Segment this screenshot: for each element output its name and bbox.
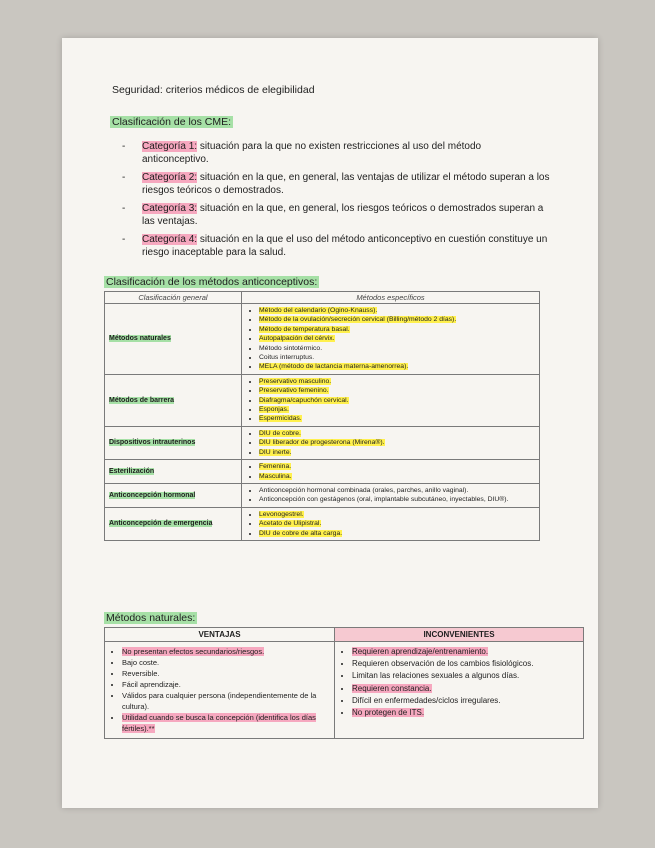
classification-cell bbox=[105, 374, 242, 426]
method-item: • Coitus interruptus. bbox=[259, 353, 535, 362]
table-row bbox=[105, 426, 540, 459]
list-item bbox=[120, 202, 550, 228]
method-item: • Diafragma/capuchón cervical. bbox=[259, 396, 535, 405]
list-item bbox=[120, 233, 550, 259]
method-item: • Método del calendario (Ogino-Knauss). bbox=[259, 306, 535, 315]
column-header-specific: Métodos específicos bbox=[242, 292, 540, 304]
con-item: • Requieren aprendizaje/entrenamiento. bbox=[352, 646, 577, 658]
method-item: • Levonogestrel. bbox=[259, 510, 535, 519]
pros-cons-table bbox=[104, 627, 584, 739]
method-item: • Método de temperatura basal. bbox=[259, 325, 535, 334]
list-item bbox=[120, 140, 550, 166]
column-header-general: Clasificación general bbox=[105, 292, 242, 304]
table-row bbox=[105, 507, 540, 540]
classification-name: Anticoncepción hormonal bbox=[109, 491, 196, 499]
document-page bbox=[62, 38, 598, 808]
methods-table bbox=[104, 291, 540, 541]
list-item bbox=[120, 171, 550, 197]
method-item: • DIU liberador de progesterona (Mirena®). bbox=[259, 438, 535, 447]
method-item: • Método sintotérmico. bbox=[259, 344, 535, 353]
methods-cell bbox=[242, 460, 540, 484]
methods-cell bbox=[242, 426, 540, 459]
table-header-row bbox=[105, 628, 584, 642]
classification-cell bbox=[105, 426, 242, 459]
table-row bbox=[105, 642, 584, 739]
column-header-pros: VENTAJAS bbox=[105, 628, 335, 642]
method-item: • DIU de cobre. bbox=[259, 429, 535, 438]
pro-item: • Válidos para cualquier persona (independientemente de la cultura). bbox=[122, 690, 328, 712]
method-item: • MELA (método de lactancia materna-amenorrea). bbox=[259, 362, 535, 371]
con-item: • Requieren observación de los cambios fisiológicos. bbox=[352, 658, 577, 670]
method-item: • Anticoncepción hormonal combinada (orales, parches, anillo vaginal). bbox=[259, 486, 535, 495]
category-description: situación en la que, en general, las ventajas de utilizar el método superan a los riesgos teóricos o demostrados. bbox=[142, 172, 550, 196]
category-description: situación en la que, en general, los riesgos teóricos o demostrados superan a las ventajas. bbox=[142, 203, 544, 227]
method-item: • Método de la ovulación/secreción cervical (Billing/método 2 días). bbox=[259, 315, 535, 324]
method-item: • Femenina. bbox=[259, 462, 535, 471]
page-title: Seguridad: criterios médicos de elegibilidad bbox=[112, 84, 315, 96]
classification-cell bbox=[105, 507, 242, 540]
table-row bbox=[105, 460, 540, 484]
table-row bbox=[105, 304, 540, 375]
classification-name: Esterilización bbox=[109, 468, 155, 475]
method-item: • Preservativo femenino. bbox=[259, 386, 535, 395]
category-label: Categoría 3: bbox=[142, 203, 198, 214]
con-item: • No protegen de ITS. bbox=[352, 707, 577, 719]
category-description: situación para la que no existen restricciones al uso del método anticonceptivo. bbox=[142, 141, 482, 165]
pro-item: • Reversible. bbox=[122, 668, 328, 679]
table-row bbox=[105, 483, 540, 507]
method-item: • Esponjas. bbox=[259, 405, 535, 414]
natural-section-label: Métodos naturales: bbox=[106, 612, 196, 624]
method-item: • Acetato de Ulipistral. bbox=[259, 519, 535, 528]
table-row bbox=[105, 374, 540, 426]
methods-cell bbox=[242, 304, 540, 375]
pro-item: • Bajo coste. bbox=[122, 657, 328, 668]
pro-item: • No presentan efectos secundarios/riesgos. bbox=[122, 646, 328, 657]
classification-name: Dispositivos intrauterinos bbox=[109, 439, 196, 447]
method-item: • Espermicidas. bbox=[259, 414, 535, 423]
method-item: • Anticoncepción con gestágenos (oral, implantable subcutáneo, inyectables, DIU®). bbox=[259, 495, 535, 504]
pro-item: • Utilidad cuando se busca la concepción (identifica los días fértiles).** bbox=[122, 712, 328, 734]
con-item: • Limitan las relaciones sexuales a algunos días. bbox=[352, 670, 577, 682]
method-item: • Masculina. bbox=[259, 472, 535, 481]
dash-bullet: - bbox=[122, 141, 126, 152]
method-item: • DIU inerte. bbox=[259, 448, 535, 457]
category-label: Categoría 1: bbox=[142, 141, 198, 152]
method-item: • DIU de cobre de alta carga. bbox=[259, 529, 535, 538]
classification-cell bbox=[105, 483, 242, 507]
category-label: Categoría 2: bbox=[142, 172, 198, 183]
cons-cell bbox=[335, 642, 584, 739]
cme-section-label: Clasificación de los CME: bbox=[112, 116, 232, 128]
column-header-cons: INCONVENIENTES bbox=[335, 628, 584, 642]
category-description: situación en la que el uso del método anticonceptivo en cuestión constituye un riesgo inaceptable para la salud. bbox=[142, 234, 548, 258]
classification-name: Métodos naturales bbox=[109, 335, 171, 343]
con-item: • Difícil en enfermedades/ciclos irregulares. bbox=[352, 695, 577, 707]
methods-section-label: Clasificación de los métodos anticonceptivos: bbox=[106, 276, 318, 288]
methods-cell bbox=[242, 483, 540, 507]
classification-name: Anticoncepción de emergencia bbox=[109, 520, 213, 528]
pros-cell bbox=[105, 642, 335, 739]
con-item: • Requieren constancia. bbox=[352, 683, 577, 695]
dash-bullet: - bbox=[122, 234, 126, 245]
dash-bullet: - bbox=[122, 172, 126, 183]
pro-item: • Fácil aprendizaje. bbox=[122, 679, 328, 690]
methods-cell bbox=[242, 507, 540, 540]
methods-cell bbox=[242, 374, 540, 426]
table-header-row bbox=[105, 292, 540, 304]
classification-name: Métodos de barrera bbox=[109, 396, 174, 404]
dash-bullet: - bbox=[122, 203, 126, 214]
method-item: • Preservativo masculino. bbox=[259, 377, 535, 386]
category-label: Categoría 4: bbox=[142, 234, 198, 245]
classification-cell bbox=[105, 460, 242, 484]
cme-list bbox=[120, 140, 550, 264]
classification-cell bbox=[105, 304, 242, 375]
method-item: • Autopalpación del cérvix. bbox=[259, 334, 535, 343]
